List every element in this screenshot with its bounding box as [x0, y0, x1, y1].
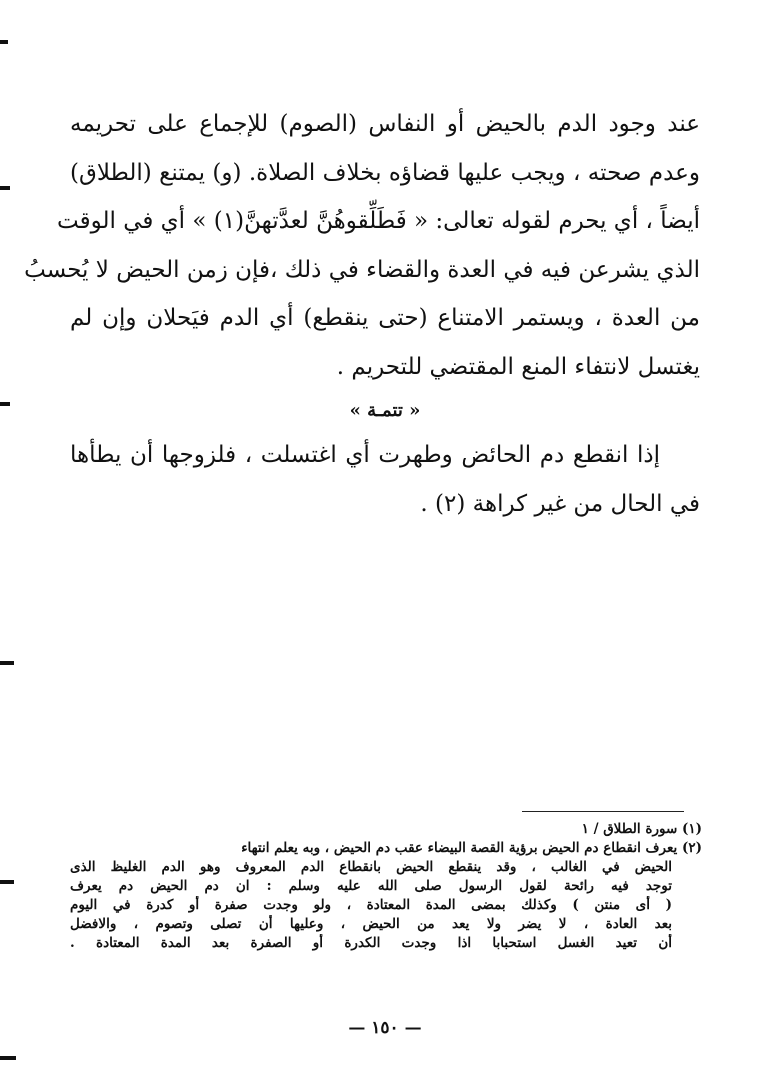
binding-mark [0, 880, 14, 884]
footnote-1: (١) سورة الطلاق / ١ [581, 821, 702, 837]
footnotes [70, 820, 702, 953]
binding-mark [0, 186, 10, 190]
paragraph-1 [24, 100, 700, 391]
text-line: إذا انقطع دم الحائض وطهرت أي اغتسلت ، فلزوجها أن يطأها [70, 442, 660, 468]
text-line: عند وجود الدم بالحيض أو النفاس (الصوم) للإجماع على تحريمه [70, 111, 700, 137]
text-line: وعدم صحته ، ويجب عليها قضاؤه بخلاف الصلاة. (و) يمتنع (الطلاق) [70, 159, 700, 186]
text-line: يغتسل لانتفاء المنع المقتضي للتحريم . [336, 353, 700, 380]
text-line: من العدة ، ويستمر الامتناع (حتى ينقطع) أي الدم فيَحلان وإن لم [70, 305, 700, 331]
main-text [24, 100, 700, 528]
footnote-line: ( أى منتن ) وكذلك بمضى المدة المعتادة ، ولو وجدت صفرة أو كدرة في اليوم [70, 897, 672, 913]
page-number: — ١٥٠ — [348, 1018, 422, 1038]
binding-mark [0, 402, 10, 406]
text-line: في الحال من غير كراهة (٢) . [420, 490, 700, 517]
text-line: أيضاً ، أي يحرم لقوله تعالى: « فَطَلِّقوهُنَّ لعدَّتهنَّ(١) » أي في الوقت [57, 208, 700, 234]
paragraph-2 [70, 431, 700, 528]
section-heading: « تتمـة » [349, 400, 421, 421]
footnote-line: بعد العادة ، لا يضر ولا يعد من الحيض ، وعليها أن تصلى وتصوم ، والافضل [70, 916, 672, 932]
text-line: الذي يشرعن فيه في العدة والقضاء في ذلك ،فإن زمن الحيض لا يُحسبُ [24, 256, 700, 283]
binding-mark [0, 40, 8, 44]
footnote-line: توجد فيه رائحة لقول الرسول صلى الله عليه وسلم : ان دم الحيض دم يعرف [70, 878, 672, 894]
footnote-line: الحيض في الغالب ، وقد ينقطع الحيض بانقطاع الدم المعروف وهو الدم الغليظ الذى [70, 859, 672, 875]
binding-mark [0, 1056, 16, 1060]
footnote-divider [522, 811, 684, 812]
binding-mark [0, 661, 14, 665]
footnote-line: أن تعيد الغسل استحبابا اذا وجدت الكدرة أو الصفرة بعد المدة المعتادة . [70, 935, 672, 951]
footnote-2: (٢) يعرف انقطاع دم الحيض برؤية القصة البيضاء عقب دم الحيض ، وبه يعلم انتهاء [241, 840, 702, 856]
